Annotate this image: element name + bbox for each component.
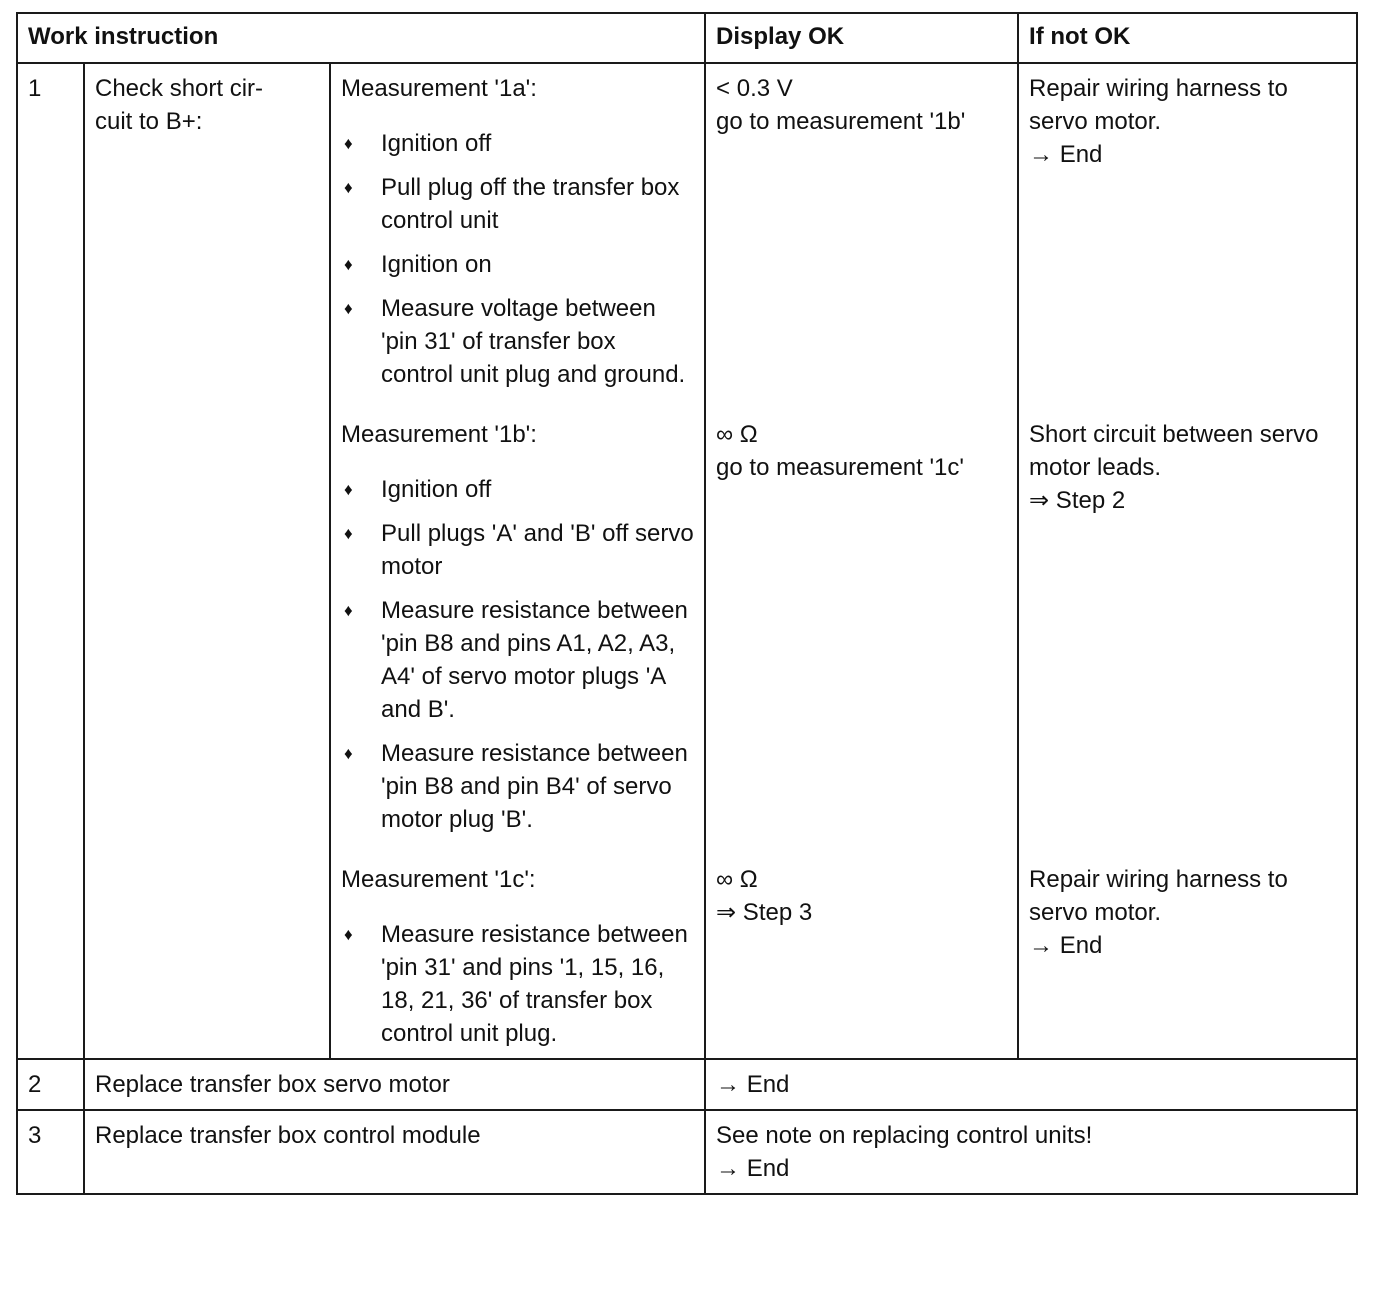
diamond-bullet-icon: ♦ — [344, 925, 353, 944]
header-work-instruction: Work instruction — [17, 13, 705, 63]
measurement-1b-list — [341, 473, 694, 836]
header-row — [17, 13, 1357, 63]
list-item: ♦ Measure resistance between 'pin B8 and pin B4' of servo motor plug 'B'. — [341, 737, 694, 836]
header-display-ok: Display OK — [705, 13, 1018, 63]
measurement-1a-if-not-ok: Repair wiring harness to servo motor. → End — [1018, 63, 1357, 410]
list-item: ♦ Measure resistance between 'pin 31' and pins '1, 15, 16, 18, 21, 36' of transfer box control unit plug. — [341, 918, 694, 1050]
list-item: ♦ Measure voltage between 'pin 31' of transfer box control unit plug and ground. — [341, 292, 694, 391]
work-instruction-table — [16, 12, 1358, 1195]
diamond-bullet-icon: ♦ — [344, 480, 353, 499]
list-item: ♦ Ignition on — [341, 248, 694, 281]
measurement-1c-cell — [330, 855, 705, 1059]
diamond-bullet-icon: ♦ — [344, 299, 353, 318]
measurement-1b-cell — [330, 410, 705, 855]
diamond-bullet-icon: ♦ — [344, 744, 353, 763]
list-item: ♦ Ignition off — [341, 127, 694, 160]
list-item: ♦ Pull plug off the transfer box control unit — [341, 171, 694, 237]
measurement-1b-if-not-ok: Short circuit between servo motor leads. ⇒ Step 2 — [1018, 410, 1357, 855]
step2-display-ok: → End — [705, 1059, 1357, 1110]
step1-measurement-1a-row — [17, 63, 1357, 410]
header-if-not-ok: If not OK — [1018, 13, 1357, 63]
step3-number: 3 — [17, 1110, 84, 1194]
list-item: ♦ Ignition off — [341, 473, 694, 506]
measurement-1a-cell — [330, 63, 705, 410]
step1-title — [84, 63, 330, 1059]
list-item: ♦ Pull plugs 'A' and 'B' off servo motor — [341, 517, 694, 583]
diamond-bullet-icon: ♦ — [344, 134, 353, 153]
measurement-1c-display-ok: ∞ Ω ⇒ Step 3 — [705, 855, 1018, 1059]
step2-row — [17, 1059, 1357, 1110]
step2-number: 2 — [17, 1059, 84, 1110]
list-item: ♦ Measure resistance between 'pin B8 and pins A1, A2, A3, A4' of servo motor plugs 'A and B'. — [341, 594, 694, 726]
measurement-1b-title: Measurement '1b': — [341, 421, 537, 448]
measurement-1b-display-ok: ∞ Ω go to measurement '1c' — [705, 410, 1018, 855]
diamond-bullet-icon: ♦ — [344, 524, 353, 543]
diamond-bullet-icon: ♦ — [344, 255, 353, 274]
step1-number: 1 — [17, 63, 84, 1059]
measurement-1c-list — [341, 918, 694, 1050]
measurement-1c-title: Measurement '1c': — [341, 866, 536, 893]
diamond-bullet-icon: ♦ — [344, 601, 353, 620]
measurement-1a-display-ok: < 0.3 V go to measurement '1b' — [705, 63, 1018, 410]
step3-instruction: Replace transfer box control module — [84, 1110, 705, 1194]
diamond-bullet-icon: ♦ — [344, 178, 353, 197]
step2-instruction: Replace transfer box servo motor — [84, 1059, 705, 1110]
measurement-1a-title: Measurement '1a': — [341, 75, 537, 102]
step1-title-line2: cuit to B+: — [95, 108, 203, 135]
step3-row — [17, 1110, 1357, 1194]
step1-title-line1: Check short cir- — [95, 75, 264, 102]
measurement-1c-if-not-ok: Repair wiring harness to servo motor. → End — [1018, 855, 1357, 1059]
step3-display-ok: See note on replacing control units! → End — [705, 1110, 1357, 1194]
measurement-1a-list — [341, 127, 694, 391]
